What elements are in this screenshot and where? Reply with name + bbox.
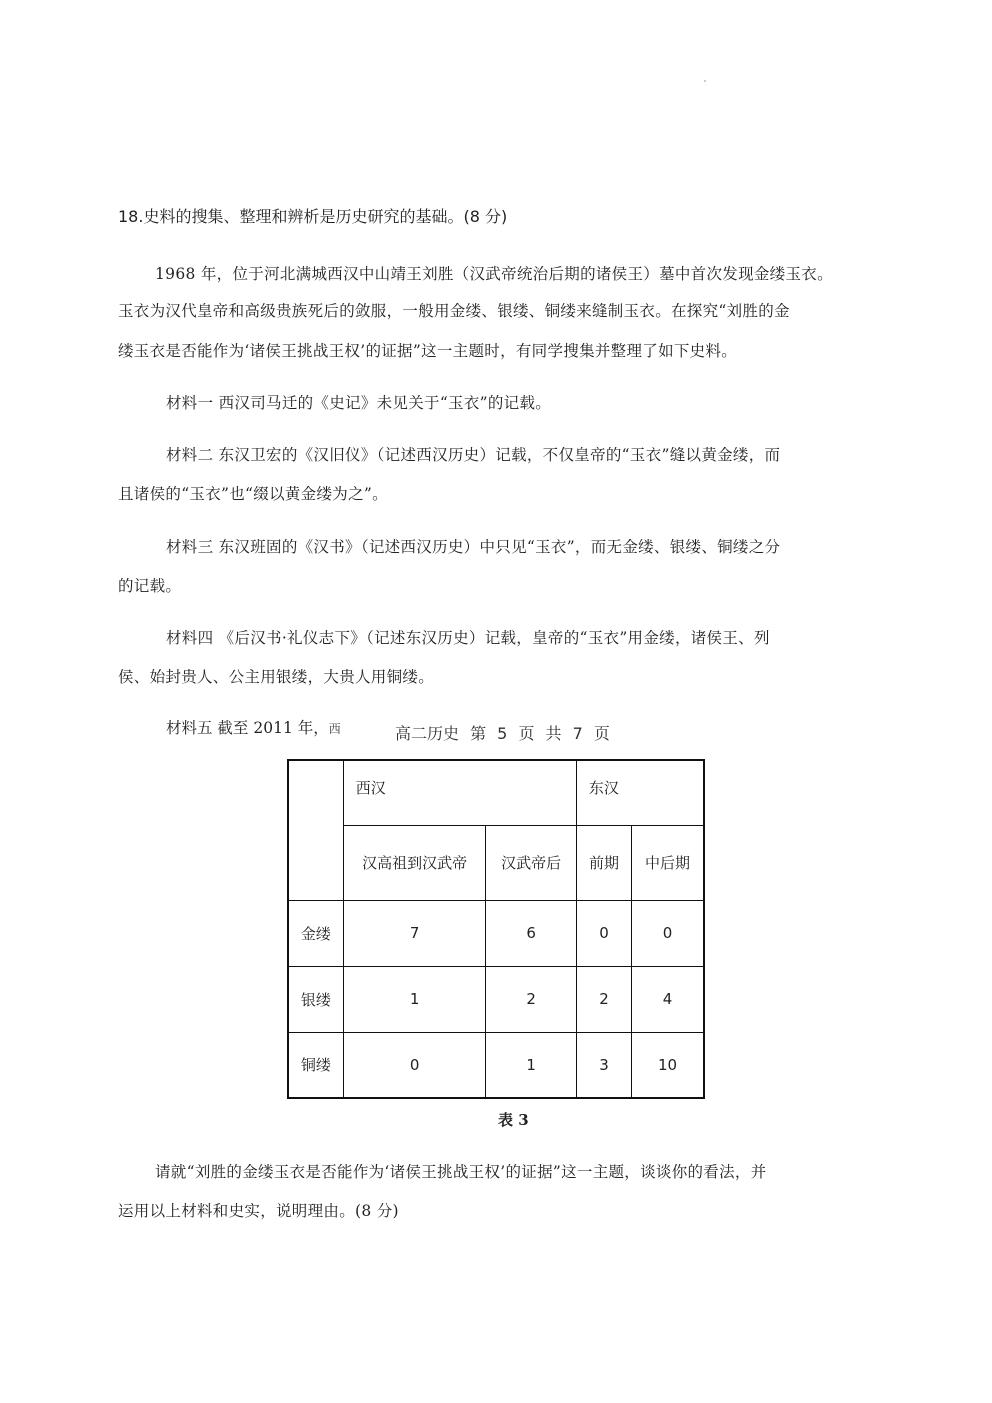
data-table [287, 759, 705, 1099]
subheader-early: 前期 [576, 825, 631, 900]
table-cell: 2 [486, 966, 576, 1032]
table-cell: 2 [576, 966, 631, 1032]
prompt-line-1: 请就“刘胜的金缕玉衣是否能作为‘诸侯王挑战王权’的证据”这一主题，谈谈你的看法，并 [155, 1163, 767, 1181]
intro-line-3: 缕玉衣是否能作为‘诸侯王挑战王权’的证据”这一主题时，有同学搜集并整理了如下史料。 [118, 342, 738, 360]
row-label-gold: 金缕 [288, 900, 343, 966]
table-cell: 10 [632, 1032, 704, 1098]
material-3-line-2: 的记载。 [118, 577, 182, 595]
subheader-gaozu-to-wudi: 汉高祖到汉武帝 [343, 825, 486, 900]
material-2-line-2: 且诸侯的“玉衣”也“缀以黄金缕为之”。 [118, 485, 388, 503]
prompt-line-2: 运用以上材料和史实，说明理由。(8 分) [118, 1202, 399, 1220]
table-cell: 7 [343, 900, 486, 966]
subheader-after-wudi: 汉武帝后 [486, 825, 576, 900]
page-footer: 高二历史 第 5 页 共 7 页 [395, 724, 610, 743]
table-row [288, 1032, 704, 1098]
material-1: 材料一 西汉司马迁的《史记》未见关于“玉衣”的记载。 [166, 394, 552, 412]
row-label-silver: 银缕 [288, 966, 343, 1032]
intro-line-2: 玉衣为汉代皇帝和高级贵族死后的敛服，一般用金缕、银缕、铜缕来缝制玉衣。在探究“刘胜的金 [118, 302, 790, 320]
material-5-prefix: 材料五 截至 2011 年， [166, 719, 329, 737]
table-row [288, 966, 704, 1032]
table-cell: 1 [486, 1032, 576, 1098]
material-3-line-1: 材料三 东汉班固的《汉书》（记述西汉历史）中只见“玉衣”，而无金缕、银缕、铜缕之分 [166, 538, 781, 556]
header-west-han: 西汉 [343, 760, 576, 825]
table-corner-cell [288, 760, 343, 900]
table-row [288, 900, 704, 966]
table-cell: 0 [632, 900, 704, 966]
intro-line-1: 1968 年，位于河北满城西汉中山靖王刘胜（汉武帝统治后期的诸侯王）墓中首次发现金缕玉衣。 [155, 265, 833, 283]
table-cell: 1 [343, 966, 486, 1032]
scan-speck [704, 80, 706, 82]
table-cell: 3 [576, 1032, 631, 1098]
material-5-cut-char: 西 [328, 722, 341, 736]
material-5 [166, 716, 341, 738]
header-east-han: 东汉 [576, 760, 704, 825]
table-cell: 4 [632, 966, 704, 1032]
material-2-line-1: 材料二 东汉卫宏的《汉旧仪》（记述西汉历史）记载，不仅皇帝的“玉衣”缝以黄金缕，而 [166, 446, 781, 464]
question-title: 18.史料的搜集、整理和辨析是历史研究的基础。(8 分) [118, 207, 508, 226]
material-4-line-1: 材料四 《后汉书·礼仪志下》（记述东汉历史）记载，皇帝的“玉衣”用金缕，诸侯王、列 [166, 629, 770, 647]
table-cell: 6 [486, 900, 576, 966]
subheader-mid-late: 中后期 [632, 825, 704, 900]
table-caption: 表 3 [498, 1111, 529, 1129]
table-cell: 0 [576, 900, 631, 966]
table-cell: 0 [343, 1032, 486, 1098]
row-label-copper: 铜缕 [288, 1032, 343, 1098]
material-4-line-2: 侯、始封贵人、公主用银缕，大贵人用铜缕。 [118, 668, 435, 686]
